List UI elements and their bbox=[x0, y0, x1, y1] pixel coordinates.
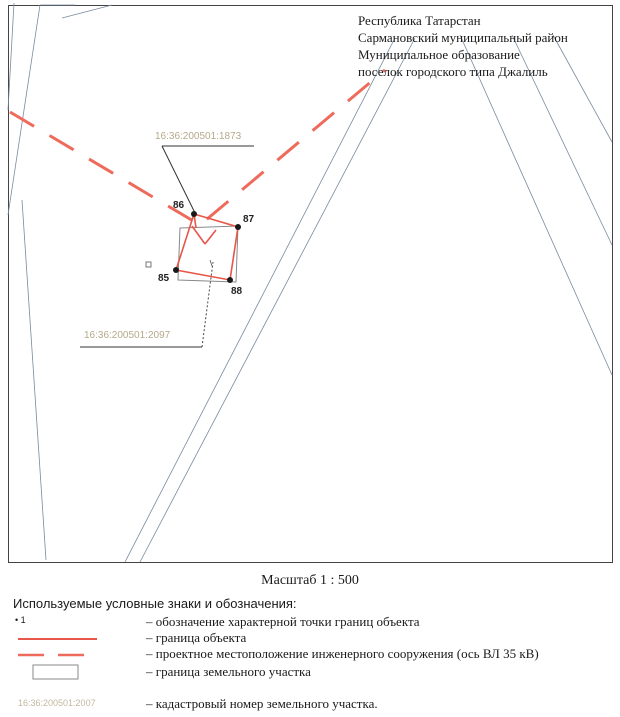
legend-desc: – обозначение характерной точки границ объекта bbox=[146, 614, 420, 629]
region-line: Республика Татарстан bbox=[358, 13, 481, 28]
legend-desc: – граница объекта bbox=[146, 630, 247, 645]
parcel-tick bbox=[210, 260, 212, 266]
road-line bbox=[125, 38, 395, 562]
region-line: Муниципальное образование bbox=[358, 47, 520, 62]
parcel-rectangle-icon bbox=[13, 664, 133, 682]
label-point-87: 87 bbox=[243, 214, 255, 225]
point-85 bbox=[173, 267, 179, 273]
legend-row-engineering bbox=[13, 646, 613, 664]
road-line bbox=[22, 200, 46, 560]
road-line bbox=[8, 3, 14, 110]
label-point-85: 85 bbox=[158, 273, 170, 284]
object-border-inner bbox=[192, 226, 205, 244]
engineering-dashed-line-icon bbox=[13, 646, 133, 664]
road-line bbox=[140, 38, 415, 562]
object-border bbox=[176, 214, 238, 280]
point-88 bbox=[227, 277, 233, 283]
leader-lines bbox=[80, 146, 254, 347]
point-symbol-icon: • 1 bbox=[15, 615, 26, 625]
legend-row-cadastral bbox=[13, 696, 613, 714]
cadastral-label-top: 16:36:200501:1873 bbox=[155, 131, 242, 142]
legend-title: Используемые условные знаки и обозначения: bbox=[13, 596, 297, 611]
region-header bbox=[358, 12, 568, 80]
point-86 bbox=[191, 211, 197, 217]
legend-cadastral-sample bbox=[13, 696, 133, 714]
small-square-marker bbox=[146, 262, 151, 267]
object-border-inner bbox=[205, 230, 216, 244]
legend-desc: – граница земельного участка bbox=[146, 664, 311, 679]
road-line bbox=[62, 5, 112, 18]
cadastral-sample-text: 16:36:200501:2007 bbox=[18, 698, 96, 708]
legend-row-parcel bbox=[13, 664, 613, 682]
label-point-86: 86 bbox=[173, 200, 185, 211]
road-lines bbox=[8, 3, 612, 562]
cadastral-label-bottom: 16:36:200501:2097 bbox=[84, 330, 171, 341]
object-border-polygon bbox=[176, 214, 238, 280]
legend-desc: – кадастровый номер земельного участка. bbox=[146, 696, 378, 711]
point-87 bbox=[235, 224, 241, 230]
legend-desc: – проектное местоположение инженерного сооружения (ось ВЛ 35 кВ) bbox=[146, 646, 539, 661]
road-line bbox=[8, 5, 40, 215]
scale-label: Масштаб 1 : 500 bbox=[261, 573, 359, 588]
label-point-88: 88 bbox=[231, 286, 243, 297]
region-line: Сармановский муниципальный район bbox=[358, 30, 568, 45]
region-line: поселок городского типа Джалиль bbox=[358, 64, 548, 79]
